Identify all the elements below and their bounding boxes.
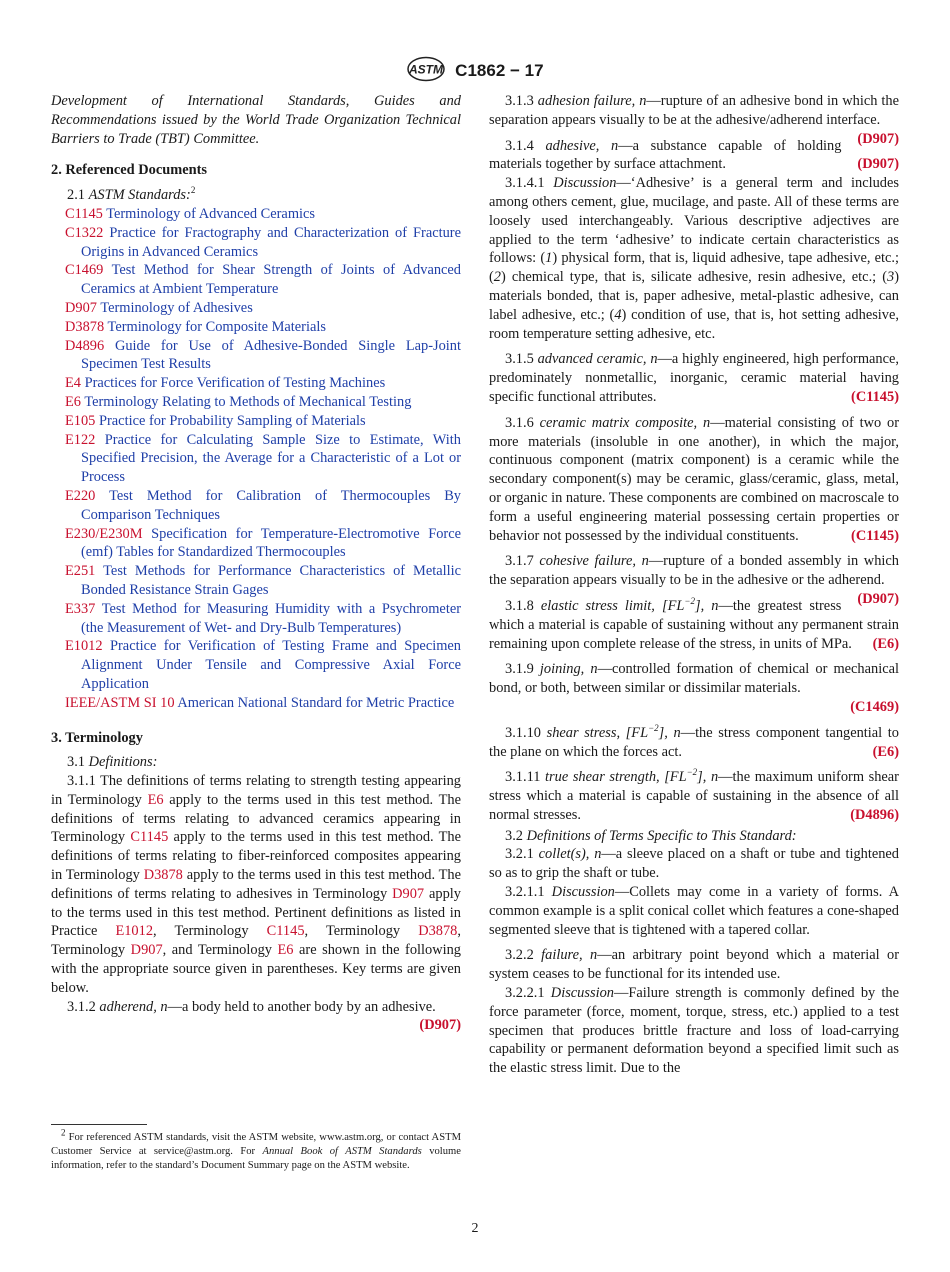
section-2-heading: 2. Referenced Documents — [51, 162, 207, 179]
standard-code-link[interactable]: C1145 — [65, 205, 103, 222]
standard-code-link[interactable]: E122 — [65, 431, 96, 448]
standard-code-link[interactable]: E220 — [65, 487, 96, 504]
standard-item — [51, 261, 461, 299]
standard-code-link[interactable]: E105 — [65, 412, 96, 429]
standard-code-link[interactable]: C1469 — [65, 262, 104, 279]
section-3-1-10: 3.1.10 shear stress, $[FL^{-2}]$, n—the stress component tangential to the plane on which the forces act. (E6) — [489, 722, 899, 760]
standard-title-link[interactable]: Test Methods for Performance Characteristics of Metallic Bonded Resistance Strain Gages — [81, 563, 461, 598]
ref-link[interactable]: D3878 — [418, 923, 458, 940]
left-column — [51, 92, 461, 1035]
standard-title-link[interactable]: Test Method for Calibration of Thermocouples By Comparison Techniques — [81, 487, 462, 523]
section-3-2-1-1: 3.2.1.1 Discussion—Collets may come in a variety of forms. A common example is a split conical collet which features a cone-shaped segmented sleeve that is tightened with a tapered collar. — [489, 884, 899, 938]
page-header — [0, 56, 950, 87]
standard-code-link[interactable]: E230/E230M — [65, 525, 143, 542]
standard-code-link[interactable]: D4896 — [65, 337, 105, 354]
standard-code-link[interactable]: D3878 — [65, 318, 105, 335]
standard-code-link[interactable]: E1012 — [65, 638, 103, 655]
standard-item — [51, 299, 461, 318]
section-3-1-4-1: 3.1.4.1 Discussion—‘Adhesive’ is a general term and includes among others cement, glue, mucilage, and paste. All of these terms are loosely used interchangeably. Various descriptive adjectives are applied to the term ‘adhesive’ to indicate certain characteristics as follows: (1) physical form, that is, liquid adhesive, tape adhesive, etc.; (2) chemical type, that is, silicate adhesive, resin adhesive, etc.; (3) materials bonded, that is, paper adhesive, metal-plastic adhesive, can label adhesive, etc.; (4) condition of use, that is, hot setting adhesive, room temperature setting adhesive, etc. — [489, 175, 899, 342]
section-3-2-1: 3.2.1 collet(s), n—a sleeve placed on a shaft or tube and tightened so as to grip the shaft or tube. — [489, 846, 899, 882]
section-3-1-5: 3.1.5 advanced ceramic, n—a highly engineered, high performance, predominately nonmetallic, inorganic, ceramic material having specific functional attributes. (C1145) — [489, 351, 899, 405]
standard-item — [51, 431, 461, 487]
standard-title-link[interactable]: Terminology of Adhesives — [100, 299, 253, 316]
source-ref[interactable]: (D907) — [857, 156, 899, 173]
section-3-1-3: 3.1.3 adhesion failure, n—rupture of an adhesive bond in which the separation appears visually to be at the adhesive/adherend interface. (D907) — [489, 93, 899, 147]
standard-title-link[interactable]: Terminology Relating to Methods of Mechanical Testing — [84, 393, 412, 410]
source-ref[interactable]: (E6) — [872, 743, 899, 760]
ref-link[interactable]: E6 — [147, 791, 164, 808]
standard-title-link[interactable]: Practice for Calculating Sample Size to Estimate, With Specified Precision, the Average for a Characteristic of a Lot or Process — [81, 431, 461, 486]
intro-text: Development of International Standards, Guides and Recommendations issued by the World Trade Organization Technical Barriers to Trade (TBT) Committee. — [51, 93, 461, 147]
standard-item — [51, 224, 461, 262]
section-3-2: 3.2 Definitions of Terms Specific to This Standard: — [505, 827, 797, 844]
section-3-1-1: 3.1.1 The definitions of terms relating to strength testing appearing in Terminology E6 apply to the terms used in this test method. The definitions of terms relating to advanced ceramics appearing in Terminology C1145 apply to the terms used in this test method. The definitions of terms relating to fiber-reinforced composites appearing in Terminology D3878 apply to the terms used in this test method. The definitions of terms relating to adhesives in Terminology D907 apply to the terms used in this test method. Pertinent definitions as listed in Practice E1012, Terminology C1145, Terminology D3878, Terminology D907, and Terminology E6 are shown in the following with the appropriate source given in parentheses. Key terms are given below. — [51, 773, 462, 996]
standard-item — [51, 694, 461, 713]
standard-title-link[interactable]: Test Method for Measuring Humidity with a Psychrometer (the Measurement of Wet- and Dry-Bulb Temperatures) — [81, 600, 461, 636]
standard-code-link[interactable]: E251 — [65, 563, 96, 580]
section-3-1-4: 3.1.4 adhesive, n—a substance capable of holding materials together by surface attachment. (D907) — [489, 137, 899, 173]
page-number: 2 — [471, 1221, 479, 1236]
standard-item — [51, 637, 461, 693]
standard-title-link[interactable]: Practice for Probability Sampling of Materials — [99, 412, 366, 429]
standard-item — [51, 205, 461, 224]
standard-item — [51, 562, 461, 600]
section-2-1: 2.1 ASTM Standards:$^2$ — [67, 185, 196, 204]
section-3-1-2: 3.1.2 adherend, n—a body held to another body by an adhesive. (D907) — [67, 998, 461, 1034]
standard-title-link[interactable]: Practices for Force Verification of Testing Machines — [84, 375, 386, 392]
source-ref[interactable]: (D907) — [857, 130, 899, 147]
source-ref[interactable]: (C1145) — [851, 388, 899, 405]
standard-title-link[interactable]: Practice for Verification of Testing Frame and Specimen Alignment Under Tensile and Compressive Axial Force Application — [81, 638, 461, 692]
source-ref[interactable]: (E6) — [872, 635, 899, 652]
section-3-2-2-1: 3.2.2.1 Discussion—Failure strength is commonly defined by the force parameter (force, moment, torque, stress, etc.) applied to a test specimen that produces brittle fracture and loss of load-carrying capability or permanent deformation beyond a specified limit such as the elastic stress limit. Due to the — [489, 985, 899, 1077]
ref-link[interactable]: D907 — [392, 885, 425, 902]
standard-code-link[interactable]: E6 — [65, 393, 81, 410]
section-3-1-8: 3.1.8 elastic stress limit, $[FL^{-2}]$, n—the greatest stress which a material is capable of sustaining without any permanent strain remaining upon complete release of the stress, in units of MPa. (E6) — [489, 596, 899, 652]
standard-item — [51, 318, 461, 337]
ref-link[interactable]: C1145 — [130, 829, 169, 846]
section-3-1-11: 3.1.11 true shear strength, $[FL^{-2}]$, n—the maximum uniform shear stress which a material is capable of sustaining in the absence of all normal stresses. (D4896) — [489, 767, 899, 823]
standard-title-link[interactable]: Practice for Fractography and Characterization of Fracture Origins in Advanced Ceramics — [81, 224, 461, 260]
standard-item — [51, 412, 461, 431]
standard-title-link[interactable]: Specification for Temperature-Electromotive Force (emf) Tables for Standardized Thermocouples — [81, 525, 461, 561]
svg-text:ASTM: ASTM — [409, 62, 444, 77]
section-3-1: 3.1 Definitions: — [67, 754, 158, 771]
footnote: $^2$ For referenced ASTM standards, visit the ASTM website, www.astm.org, or contact ASTM Customer Service at service@astm.org. For Annual Book of ASTM Standards volume information, refer to the standard’s Document Summary page on the ASTM website. — [51, 1127, 461, 1171]
source-ref[interactable]: (D4896) — [850, 806, 899, 823]
standard-title-link[interactable]: Terminology for Composite Materials — [107, 318, 326, 335]
standard-code-link[interactable]: C1322 — [65, 224, 104, 241]
source-ref[interactable]: (D907) — [857, 590, 899, 607]
referenced-standards-list — [51, 205, 461, 713]
standard-code-link[interactable]: IEEE/ASTM SI 10 — [65, 694, 175, 711]
standard-item — [51, 393, 461, 412]
ref-link[interactable]: D3878 — [143, 867, 183, 884]
source-ref[interactable]: (D907) — [419, 1017, 461, 1034]
standard-item — [51, 374, 461, 393]
ref-link[interactable]: D907 — [130, 942, 163, 959]
standard-item — [51, 525, 461, 563]
section-3-1-7: 3.1.7 cohesive failure, n—rupture of a bonded assembly in which the separation appears visually to be in the adhesive or the adherend. (D907) — [489, 553, 899, 607]
standard-title-link[interactable]: American National Standard for Metric Practice — [177, 694, 455, 711]
standard-item — [51, 600, 461, 638]
standard-title-link[interactable]: Terminology of Advanced Ceramics — [106, 205, 315, 222]
section-3-1-9: 3.1.9 joining, n—controlled formation of chemical or mechanical bond, or both, between similar or dissimilar materials. (C1469) — [489, 661, 899, 715]
ref-link[interactable]: C1145 — [266, 923, 305, 940]
standard-code-link[interactable]: D907 — [65, 299, 97, 316]
standard-item — [51, 337, 461, 375]
right-column — [489, 92, 899, 1078]
standard-item — [51, 487, 461, 525]
footnote-rule — [51, 1124, 147, 1125]
standard-code-link[interactable]: E337 — [65, 600, 96, 617]
section-3-1-6: 3.1.6 ceramic matrix composite, n—material consisting of two or more materials (insoluble in one another), in which the major, continuous component (matrix component) is a ceramic while the secondary component(s) may be ceramic, glass/ceramic, glass, metal, or organic in nature. These components are combined on macroscale to form a useful engineering material possessing certain properties or behavior not possessed by the individual constituents. (C1145) — [489, 414, 899, 544]
designation: C1862 − 17 — [455, 61, 544, 80]
standard-title-link[interactable]: Guide for Use of Adhesive-Bonded Single Lap-Joint Specimen Test Results — [81, 337, 461, 373]
source-ref[interactable]: (C1145) — [851, 527, 899, 544]
standard-title-link[interactable]: Test Method for Shear Strength of Joints of Advanced Ceramics at Ambient Temperature — [81, 262, 462, 298]
ref-link[interactable]: E1012 — [115, 923, 154, 940]
ref-link[interactable]: E6 — [277, 942, 294, 959]
section-3-heading: 3. Terminology — [51, 729, 143, 746]
astm-logo-icon — [406, 56, 446, 87]
standard-code-link[interactable]: E4 — [65, 375, 81, 392]
section-3-2-2: 3.2.2 failure, n—an arbitrary point beyond which a material or system ceases to be functional for its intended use. — [489, 947, 899, 983]
source-ref[interactable]: (C1469) — [850, 698, 899, 715]
